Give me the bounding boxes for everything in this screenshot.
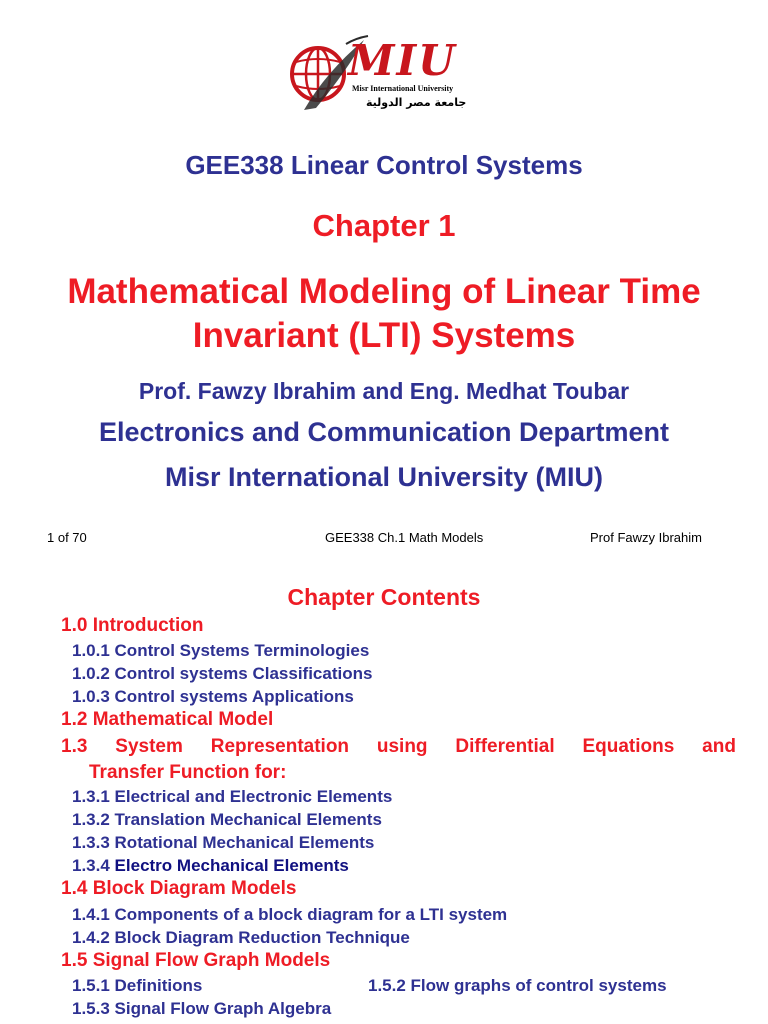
toc-item-text: Electro Mechanical Elements xyxy=(114,856,349,875)
toc-section-1-3 xyxy=(61,736,736,758)
chapter-title-line-2: Invariant (LTI) Systems xyxy=(192,316,576,355)
toc-item-1-5-1: 1.5.1 Definitions xyxy=(72,976,203,995)
course-title: GEE338 Linear Control Systems xyxy=(185,150,583,180)
chapter-label: Chapter 1 xyxy=(312,208,456,243)
toc-item-1-3-1: 1.3.1 Electrical and Electronic Elements xyxy=(72,787,393,806)
logo-subtitle: Misr International University xyxy=(352,84,454,93)
department: Electronics and Communication Department xyxy=(98,417,670,447)
toc-section-1-0: 1.0 Introduction xyxy=(61,615,204,636)
toc-item-1-0-3: 1.0.3 Control systems Applications xyxy=(72,687,354,706)
chapter-title xyxy=(0,270,768,358)
footer-page-number: 1 of 70 xyxy=(47,530,87,545)
toc-item-1-0-1: 1.0.1 Control Systems Terminologies xyxy=(72,641,370,660)
toc-item-1-4-2: 1.4.2 Block Diagram Reduction Technique xyxy=(72,928,410,947)
toc-item-1-4-1: 1.4.1 Components of a block diagram for a LTI system xyxy=(72,905,508,924)
toc-word: 1.3 xyxy=(61,736,88,757)
logo-arabic-name: جامعة مصر الدولية xyxy=(366,96,467,109)
toc-section-1-2: 1.2 Mathematical Model xyxy=(61,709,274,730)
university: Misr International University (MIU) xyxy=(164,462,604,492)
toc-item-number: 1.3.4 xyxy=(72,856,110,875)
toc-section-1-4: 1.4 Block Diagram Models xyxy=(61,878,297,899)
toc-section-1-3-continued: Transfer Function for: xyxy=(89,762,287,783)
toc-item-1-5-3: 1.5.3 Signal Flow Graph Algebra xyxy=(72,999,332,1018)
footer-author: Prof Fawzy Ibrahim xyxy=(590,530,702,545)
university-logo xyxy=(286,32,486,122)
toc-item-1-3-2: 1.3.2 Translation Mechanical Elements xyxy=(72,810,382,829)
contents-heading: Chapter Contents xyxy=(287,584,481,610)
toc-word: System xyxy=(115,736,183,757)
toc-word: Equations xyxy=(582,736,675,757)
toc-item-1-5-2: 1.5.2 Flow graphs of control systems xyxy=(368,976,667,995)
toc-item-1-3-3: 1.3.3 Rotational Mechanical Elements xyxy=(72,833,375,852)
toc-word: Representation xyxy=(210,736,350,757)
footer-course-label: GEE338 Ch.1 Math Models xyxy=(325,530,484,545)
toc-word: Differential xyxy=(455,736,555,757)
toc-word: and xyxy=(702,736,736,757)
toc-item-1-0-2: 1.0.2 Control systems Classifications xyxy=(72,664,373,683)
logo-wordmark: MIU xyxy=(348,36,457,85)
authors: Prof. Fawzy Ibrahim and Eng. Medhat Toubar xyxy=(138,378,630,404)
toc-word: using xyxy=(376,736,428,757)
chapter-title-line-1: Mathematical Modeling of Linear Time xyxy=(67,272,701,311)
toc-item-1-3-4 xyxy=(72,856,349,876)
toc-section-1-5: 1.5 Signal Flow Graph Models xyxy=(61,950,331,971)
